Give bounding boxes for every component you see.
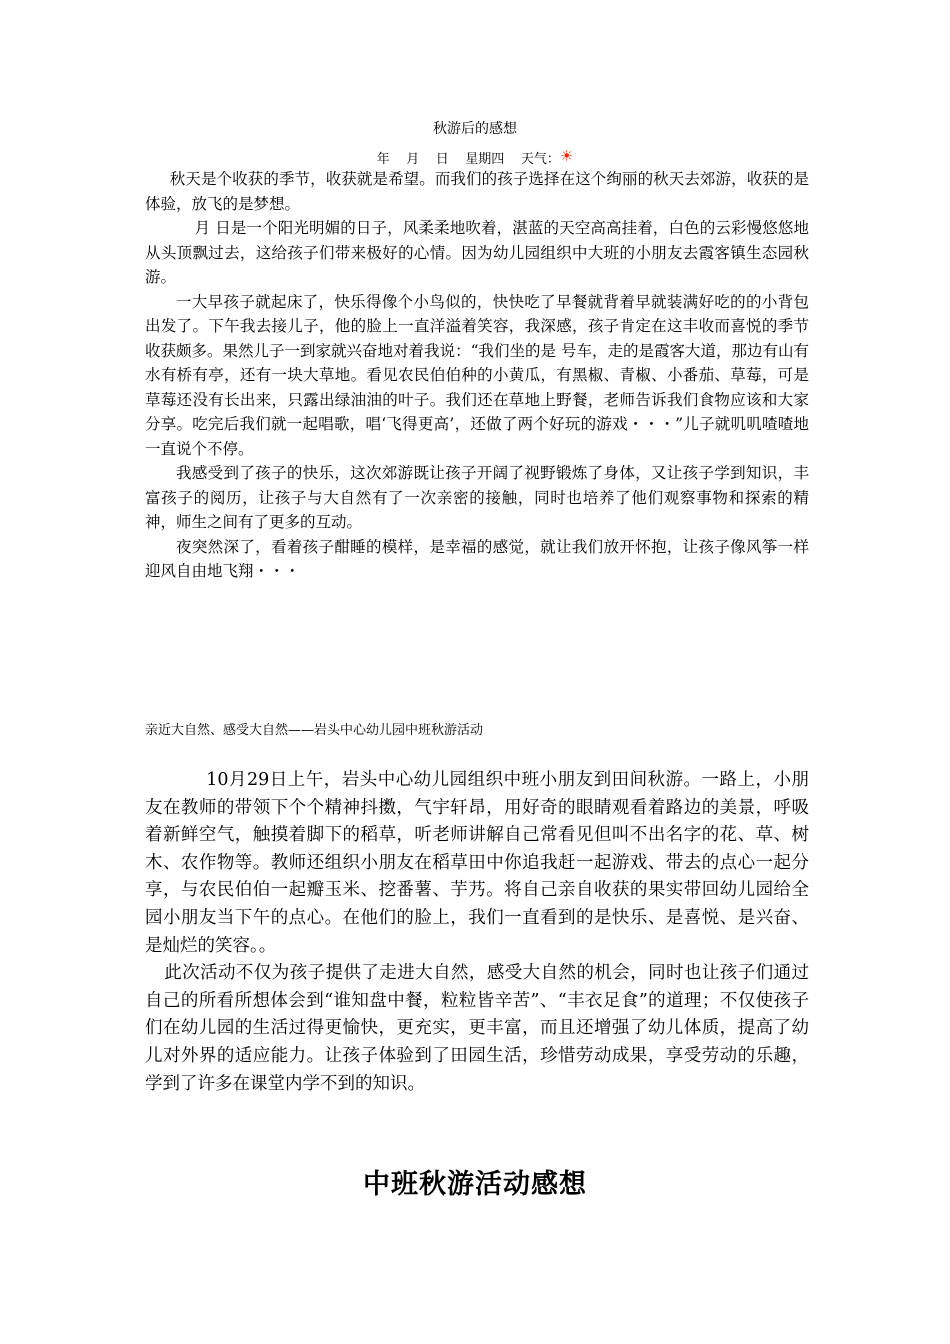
essay1-paragraph: 我感受到了孩子的快乐，这次郊游既让孩子开阔了视野锻炼了身体，又让孩子学到知识，丰富孩子的阅历，让孩子与大自然有了一次亲密的接触，同时也培养了他们观察事物和探索的精神，师生之间有了更多的互动。	[145, 464, 809, 531]
essay3-title: 中班秋游活动感想	[363, 1169, 587, 1200]
essay2-heading: 亲近大自然、感受大自然——岩头中心幼儿园中班秋游活动	[145, 723, 484, 738]
sun-icon: ☀	[559, 147, 574, 165]
essay1-title: 秋游后的感想	[433, 121, 517, 137]
essay1-paragraph: 一大早孩子就起床了，快乐得像个小鸟似的，快快吃了早餐就背着早就装满好吃的的小背包出发了。下午我去接儿子，他的脸上一直洋溢着笑容，我深感，孩子肯定在这丰收而喜悦的季节收获颇多。果然儿子一到家就兴奋地对着我说：“我们坐的是 号车，走的是霞客大道，那边有山有水有桥有亭，还有一块大草地。看见农民伯伯种的小黄瓜，有黑椒、青椒、小番茄、草莓，可是草莓还没有长出来，只露出绿油油的叶子。我们还在草地上野餐，老师告诉我们食物应该和大家分享。吃完后我们就一起唱歌，唱‘飞得更高’，还做了两个好玩的游戏・・・”儿子就叽叽喳喳地一直说个不停。	[145, 292, 809, 458]
dateline-text: 年 月 日 星期四 天气：	[376, 152, 560, 167]
essay1-paragraph: 夜突然深了，看着孩子酣睡的模样，是幸福的感觉，就让我们放开怀抱，让孩子像风筝一样迎风自由地飞翔・・・	[145, 537, 809, 580]
essay1-paragraph: 秋天是个收获的季节，收获就是希望。而我们的孩子选择在这个绚丽的秋天去郊游，收获的是体验，放飞的是梦想。	[145, 170, 809, 213]
essay1-dateline	[0, 147, 950, 167]
essay2-paragraph: 10月29日上午，岩头中心幼儿园组织中班小朋友到田间秋游。一路上，小朋友在教师的带领下个个精神抖擞，气宇轩昂，用好奇的眼睛观看着路边的美景，呼吸着新鲜空气，触摸着脚下的稻草，听老师讲解自己常看见但叫不出名字的花、草、树木、农作物等。教师还组织小朋友在稻草田中你追我赶一起游戏、带去的点心一起分享，与农民伯伯一起瓣玉米、挖番薯、芋艿。将自己亲自收获的果实带回幼儿园给全园小朋友当下午的点心。在他们的脸上，我们一直看到的是快乐、是喜悦、是兴奋、是灿烂的笑容。。	[145, 770, 809, 956]
essay1-body	[145, 167, 809, 584]
essay1-paragraph: 月 日是一个阳光明媚的日子，风柔柔地吹着，湛蓝的天空高高挂着，白色的云彩慢悠悠地从头顶飘过去，这给孩子们带来极好的心情。因为幼儿园组织中大班的小朋友去霞客镇生态园秋游。	[145, 219, 809, 286]
essay2-body	[145, 767, 809, 1098]
essay2-paragraph: 此次活动不仅为孩子提供了走进大自然，感受大自然的机会，同时也让孩子们通过自己的所看所想体会到“谁知盘中餐，粒粒皆辛苦”、“丰衣足食”的道理；不仅使孩子们在幼儿园的生活过得更愉快，更充实，更丰富，而且还增强了幼儿体质，提高了幼儿对外界的适应能力。让孩子体验到了田园生活，珍惜劳动成果，享受劳动的乐趣，学到了许多在课堂内学不到的知识。	[145, 963, 809, 1094]
